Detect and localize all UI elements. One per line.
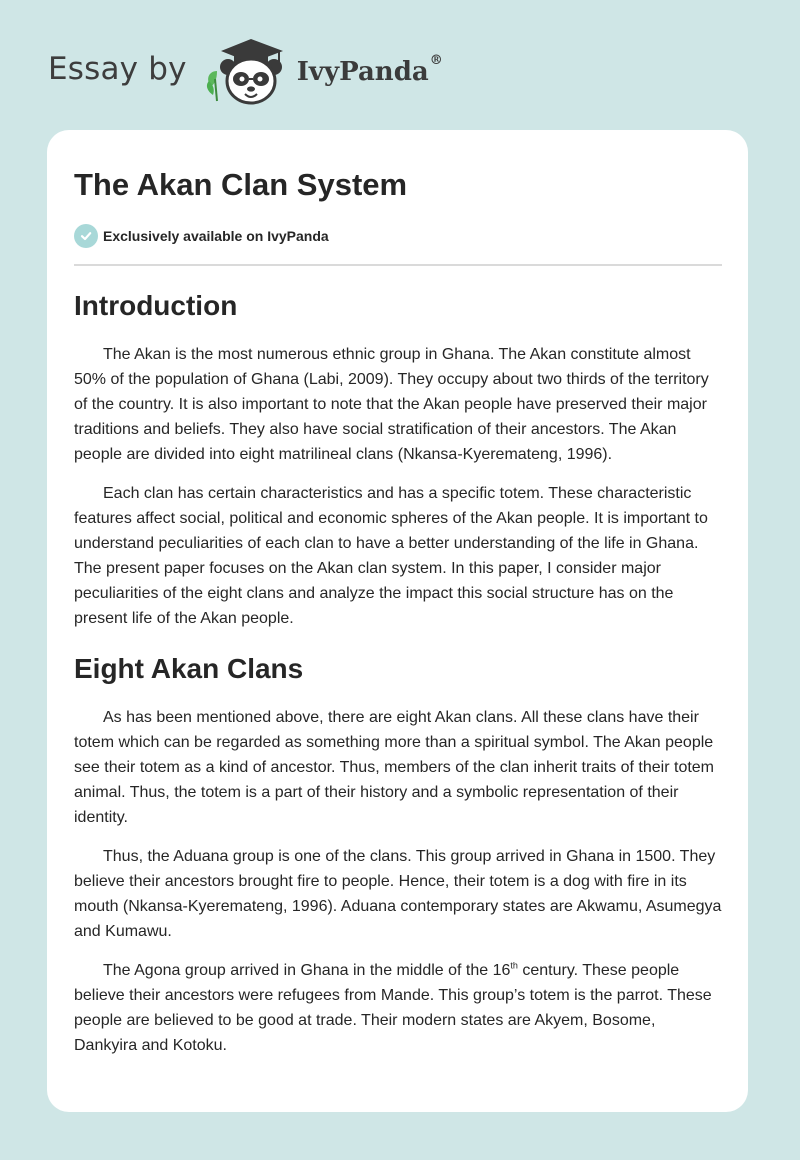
page-title: The Akan Clan System — [74, 167, 408, 202]
essay-card — [47, 130, 748, 1112]
paragraph: The Agona group arrived in Ghana in the middle of the 16th century. These people believe their ancestors were refugees from Mande. This group’s totem is the parrot. These people are believed to be good at trade. Their modern states are Akyem, Bosome, Dankyira and Kotoku. — [74, 960, 712, 1054]
check-circle-icon — [74, 224, 98, 248]
paragraph: Each clan has certain characteristics and has a specific totem. These characteristic features affect social, political and economic spheres of the Akan people. It is important to understand peculiarities of each clan to have a better understanding of the life in Ghana. The present paper focuses on the Akan clan system. In this paper, I consider major peculiarities of the eight clans and analyze the impact this social structure has on the present life of the Akan people. — [74, 485, 708, 627]
panda-graduate-icon[interactable] — [201, 35, 293, 107]
section-heading-eight-akan-clans: Eight Akan Clans — [74, 653, 304, 684]
divider — [74, 264, 722, 266]
paragraph: The Akan is the most numerous ethnic group in Ghana. The Akan constitute almost 50% of the population of Ghana (Labi, 2009). They occupy about two thirds of the territory of the country. It is also important to note that the Akan people have preserved their major traditions and beliefs. They also have social stratification of their ancestors. The Akan people are divided into eight matrilineal clans (Nkansa-Kyeremateng, 1996). — [74, 346, 709, 463]
section-heading-introduction: Introduction — [74, 290, 238, 321]
paragraph: Thus, the Aduana group is one of the clans. This group arrived in Ghana in 1500. They believe their ancestors brought fire to people. Hence, their totem is a dog with fire in its mouth (Nkansa-Kyeremateng, 1996). Aduana contemporary states are Akwamu, Asumegya and Kumawu. — [74, 848, 722, 940]
exclusive-badge — [74, 224, 722, 248]
brand-name[interactable]: IvyPanda® — [296, 53, 443, 87]
brand-header — [48, 36, 443, 106]
exclusive-label: Exclusively available on IvyPanda — [103, 228, 329, 244]
paragraph: As has been mentioned above, there are eight Akan clans. All these clans have their totem which can be regarded as something more than a spiritual symbol. The Akan people see their totem as a kind of ancestor. Thus, members of the clan inherit traits of their totem animal. Thus, the totem is a part of their history and a symbolic representation of their identity. — [74, 709, 715, 826]
brand-prefix: Essay by — [48, 51, 187, 87]
